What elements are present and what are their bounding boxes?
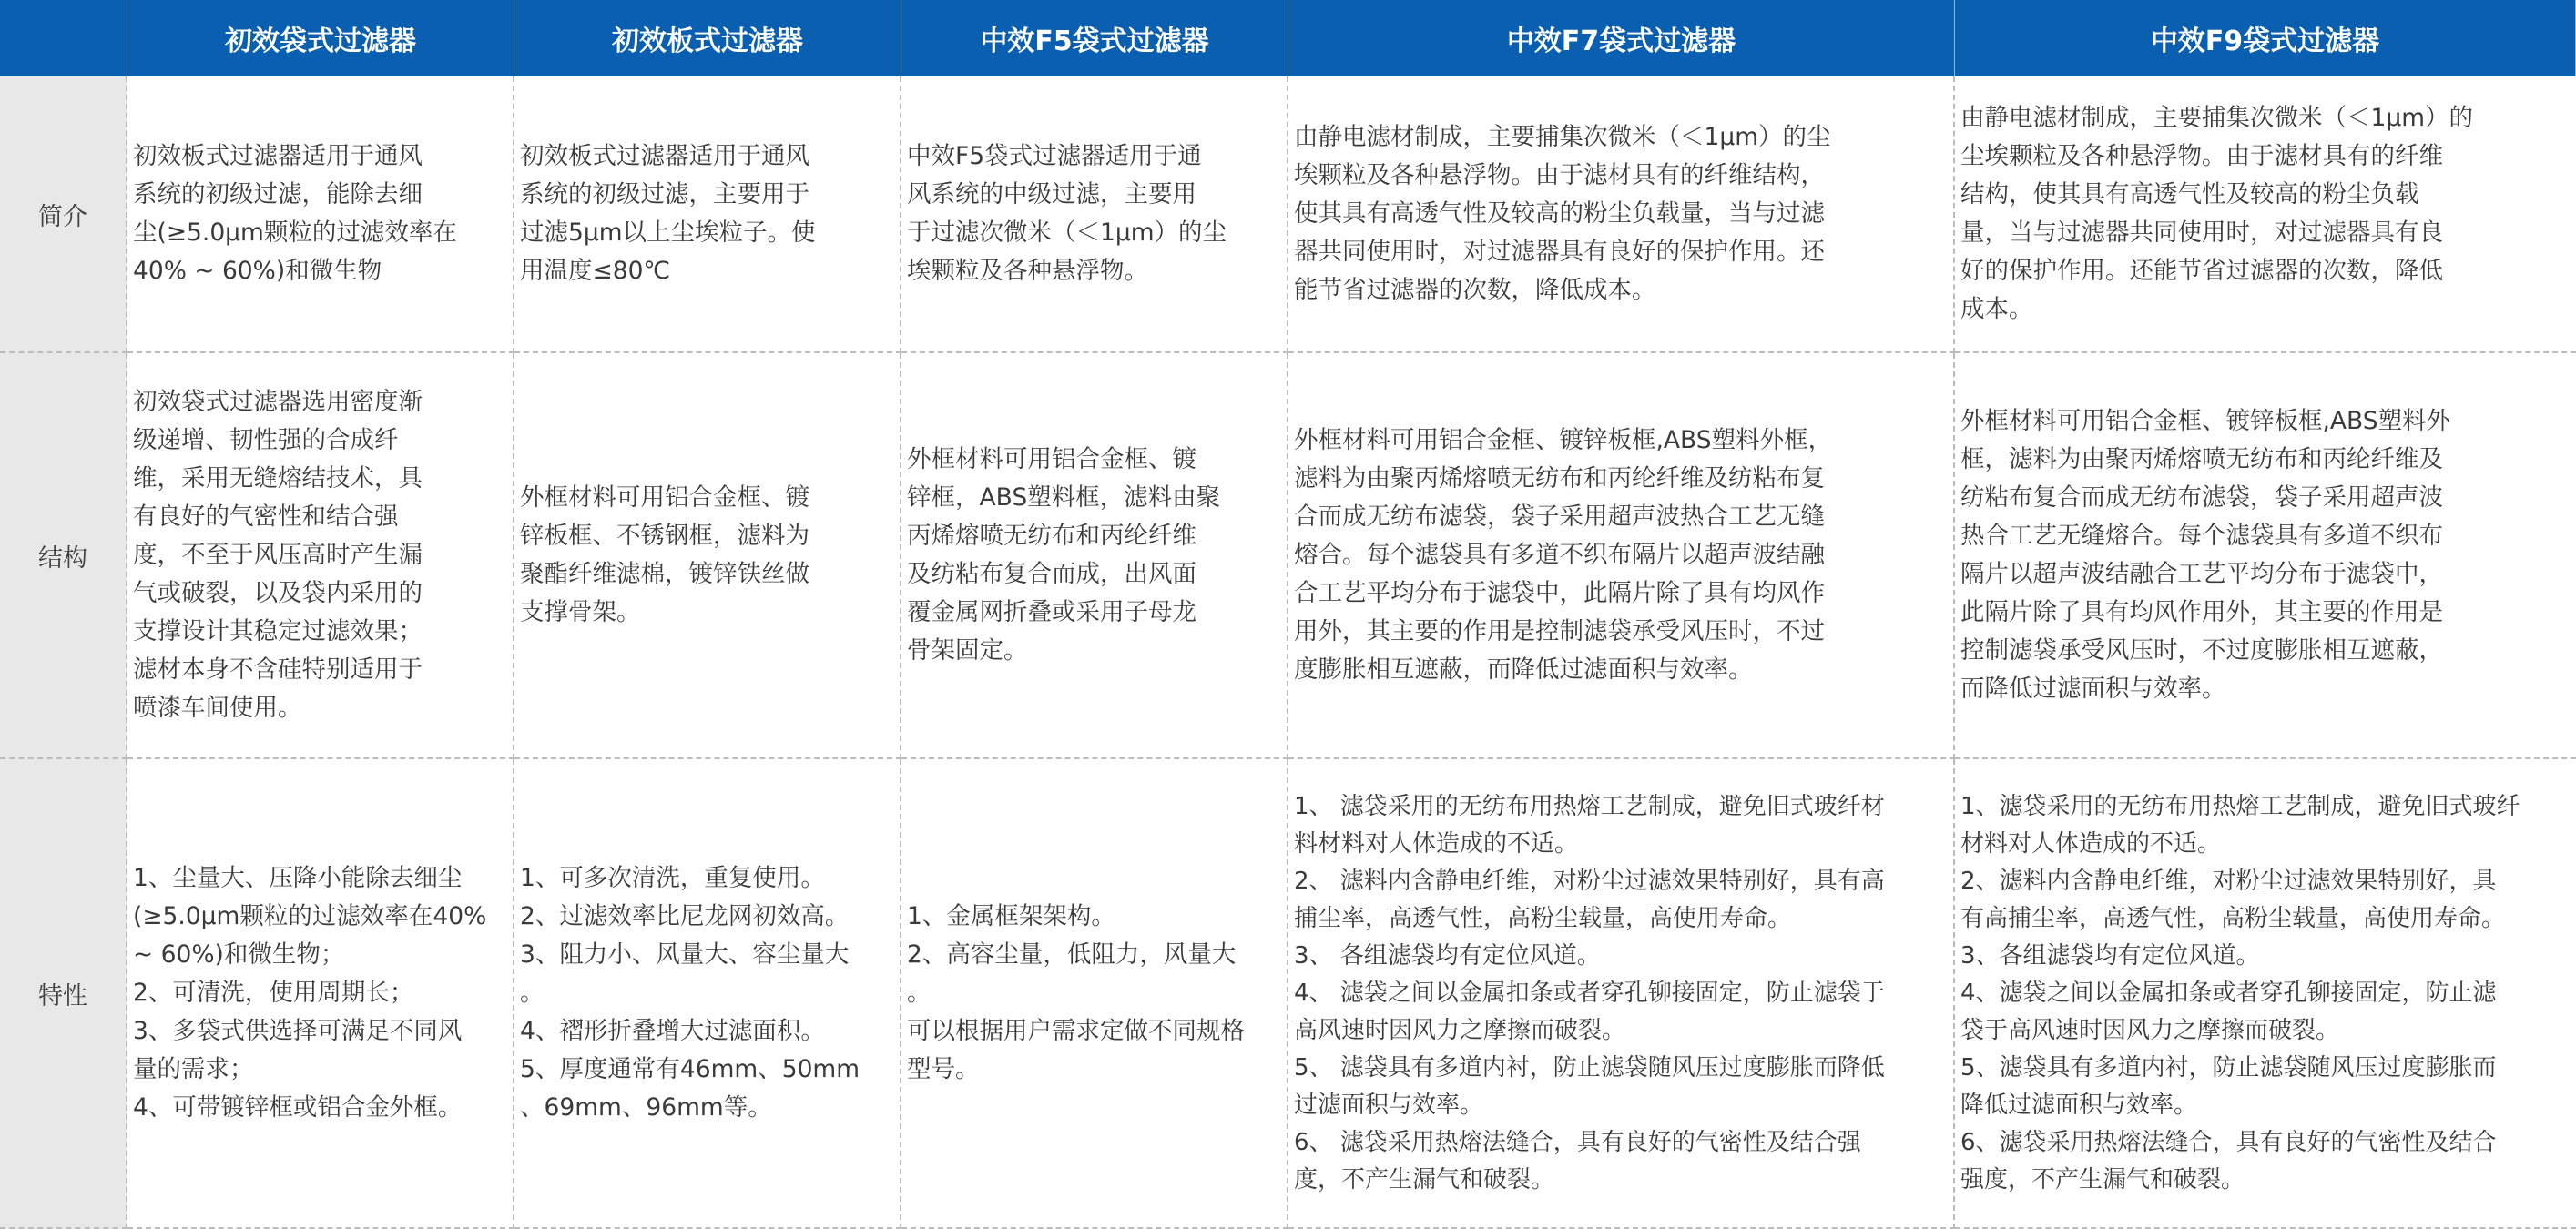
column-header-medium-f9-bag-filter: 中效F9袋式过滤器: [1955, 0, 2576, 76]
table-cell: [1955, 76, 2576, 353]
table-cell: [1955, 759, 2576, 1229]
cell-text: 中效F5袋式过滤器适用于通 风系统的中级过滤，主要用 于过滤次微米（＜1μm）的尘 埃颗粒及各种悬浮物。: [907, 142, 1227, 285]
cell-text: 外框材料可用铝合金框、镀 锌板框、不锈钢框，滤料为 聚酯纤维滤棉，镀锌铁丝做 支撑骨架。: [520, 483, 809, 626]
row-header-structure: 结构: [0, 353, 127, 759]
cell-text: 外框材料可用铝合金框、镀 锌框，ABS塑料框，滤料由聚 丙烯熔喷无纺布和丙纶纤维 及纺粘布复合而成，出风面 覆金属网折叠或采用子母龙 骨架固定。: [907, 445, 1221, 665]
cell-text: 1、尘量大、压降小能除去细尘 (≥5.0μm颗粒的过滤效率在40% ~ 60%)和微生物； 2、可清洗，使用周期长； 3、多袋式供选择可满足不同风 量的需求； 4、可带镀锌框或铝合金外框。: [133, 864, 487, 1122]
column-header-primary-panel-filter: 初效板式过滤器: [514, 0, 901, 76]
table-cell: [901, 759, 1288, 1229]
cell-text: 外框材料可用铝合金框、镀锌板框,ABS塑料外 框，滤料为由聚丙烯熔喷无纺布和丙纶纤维及 纺粘布复合而成无纺布滤袋，袋子采用超声波 热合工艺无缝熔合。每个滤袋具有多道不织布 隔片以超声波结融合工艺平均分布于滤袋中， 此隔片除了具有均风作用外，其主要的作用是 控制滤袋承受风压时，不过度膨胀相互遮蔽， 而降低过滤面积与效率。: [1960, 407, 2451, 703]
column-header-medium-f7-bag-filter: 中效F7袋式过滤器: [1288, 0, 1955, 76]
cell-text: 初效袋式过滤器选用密度渐 级递增、韧性强的合成纤 维，采用无缝熔结技术，具 有良好的气密性和结合强 度，不至于风压高时产生漏 气或破裂，以及袋内采用的 支撑设计其稳定过滤效果； 滤材本身不含硅特别适用于 喷漆车间使用。: [133, 388, 423, 722]
table-cell: [127, 759, 514, 1229]
cell-text: 由静电滤材制成，主要捕集次微米（＜1μm）的 尘埃颗粒及各种悬浮物。由于滤材具有的纤维 结构，使其具有高透气性及较高的粉尘负载 量，当与过滤器共同使用时，对过滤器具有良 好的保护作用。还能节省过滤器的次数，降低 成本。: [1960, 104, 2474, 323]
row-header-introduction: 简介: [0, 76, 127, 353]
table-cell: [1288, 353, 1955, 759]
table-cell: [127, 353, 514, 759]
cell-text: 1、滤袋采用的无纺布用热熔工艺制成，避免旧式玻纤 材料对人体造成的不适。 2、滤料内含静电纤维，对粉尘过滤效果特别好，具 有高捕尘率，高透气性，高粉尘载量，高使用寿命。 3、各组滤袋均有定位风道。 4、滤袋之间以金属扣条或者穿孔铆接固定，防止滤 袋于高风速时因风力之摩擦而破裂。 5、滤袋具有多道内衬，防止滤袋随风压过度膨胀而 降低过滤面积与效率。 6、滤袋采用热熔法缝合，具有良好的气密性及结合 强度，不产生漏气和破裂。: [1960, 792, 2520, 1193]
table-cell: [901, 76, 1288, 353]
table-cell: [1955, 353, 2576, 759]
cell-text: 1、金属框架架构。 2、高容尘量，低阻力，风量大 。 可以根据用户需求定做不同规格 型号。: [907, 902, 1245, 1083]
cell-text: 1、 滤袋采用的无纺布用热熔工艺制成，避免旧式玻纤材 料材料对人体造成的不适。 2、 滤料内含静电纤维，对粉尘过滤效果特别好，具有高 捕尘率，高透气性，高粉尘载量，高使用寿命。 3、 各组滤袋均有定位风道。 4、 滤袋之间以金属扣条或者穿孔铆接固定，防止滤袋于 高风速时因风力之摩擦而破裂。 5、 滤袋具有多道内衬，防止滤袋随风压过度膨胀而降低 过滤面积与效率。 6、 滤袋采用热熔法缝合，具有良好的气密性及结合强 度，不产生漏气和破裂。: [1294, 792, 1885, 1193]
cell-text: 外框材料可用铝合金框、镀锌板框,ABS塑料外框， 滤料为由聚丙烯熔喷无纺布和丙纶纤维及纺粘布复 合而成无纺布滤袋，袋子采用超声波热合工艺无缝 熔合。每个滤袋具有多道不织布隔片以超声波结融 合工艺平均分布于滤袋中，此隔片除了具有均风作 用外，其主要的作用是控制滤袋承受风压时，不过 度膨胀相互遮蔽，而降低过滤面积与效率。: [1294, 426, 1833, 684]
cell-text: 初效板式过滤器适用于通风 系统的初级过滤，主要用于 过滤5μm以上尘埃粒子。使 用温度≤80℃: [520, 142, 816, 285]
table-cell: [127, 76, 514, 353]
cell-text: 由静电滤材制成，主要捕集次微米（＜1μm）的尘 埃颗粒及各种悬浮物。由于滤材具有的纤维结构， 使其具有高透气性及较高的粉尘负载量，当与过滤 器共同使用时，对过滤器具有良好的保护作用。还 能节省过滤器的次数，降低成本。: [1294, 123, 1831, 304]
cell-text: 1、可多次清洗，重复使用。 2、过滤效率比尼龙网初效高。 3、阻力小、风量大、容尘量大 。 4、褶形折叠增大过滤面积。 5、厚度通常有46mm、50mm 、69mm、96mm等。: [520, 864, 860, 1122]
row-header-features: 特性: [0, 759, 127, 1229]
column-header-medium-f5-bag-filter: 中效F5袋式过滤器: [901, 0, 1288, 76]
table-cell: [1288, 759, 1955, 1229]
table-cell: [514, 353, 901, 759]
table-cell: [901, 353, 1288, 759]
corner-header-cell: [0, 0, 127, 76]
column-header-primary-bag-filter: 初效袋式过滤器: [127, 0, 514, 76]
table-cell: [514, 76, 901, 353]
table-cell: [514, 759, 901, 1229]
table-cell: [1288, 76, 1955, 353]
cell-text: 初效板式过滤器适用于通风 系统的初级过滤，能除去细 尘(≥5.0μm颗粒的过滤效率在 40% ~ 60%)和微生物: [133, 142, 457, 285]
